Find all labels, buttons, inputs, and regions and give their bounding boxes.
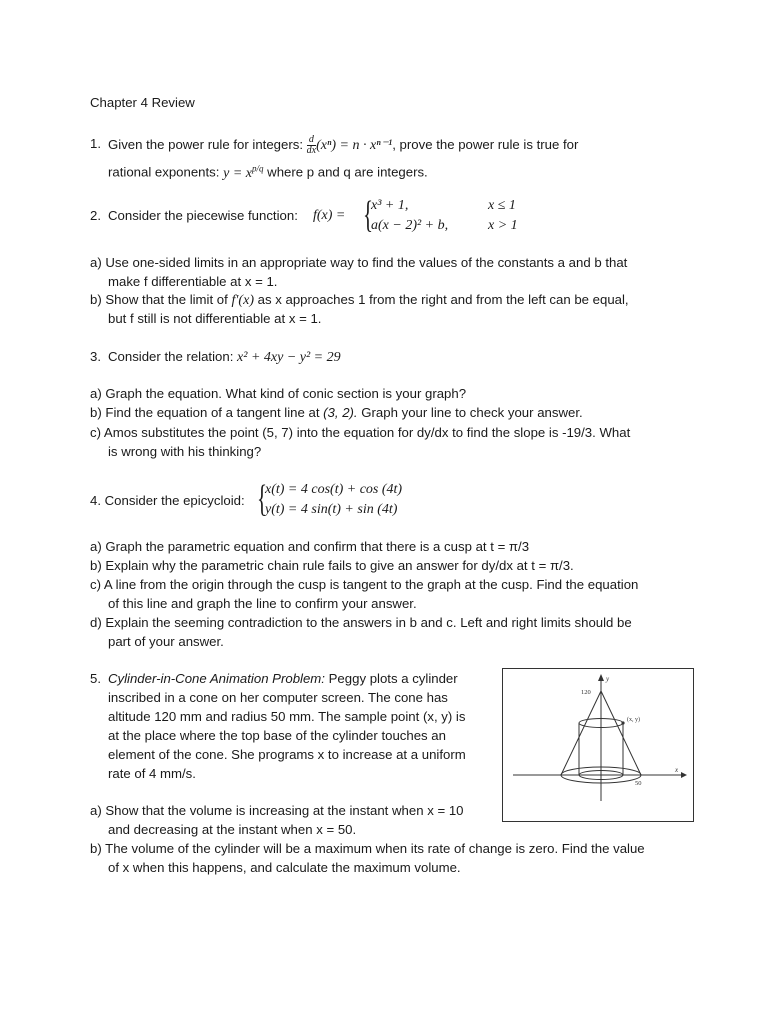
q4-x-equation: x(t) = 4 cos(t) + cos (4t) <box>265 482 403 497</box>
q3-part-c-line1: c) Amos substitutes the point (5, 7) into the equation for dy/dx to find the slope is -19/3. What <box>90 425 631 440</box>
q3-number: 3. <box>90 349 101 364</box>
q2-number: 2. <box>90 208 101 223</box>
y-tick-label: 120 <box>581 689 591 696</box>
q5-line4: at the place where the top base of the cylinder touches an <box>108 728 446 743</box>
q4-part-b: b) Explain why the parametric chain rule fails to give an answer for dy/dx at t = π/3. <box>90 558 574 573</box>
q3-point: (3, 2). <box>323 405 358 420</box>
q2-brace: { <box>363 194 374 236</box>
q1-line2-tail: where p and q are integers. <box>267 164 428 180</box>
y-axis-label: y <box>606 675 610 683</box>
q5-line2: inscribed in a cone on her computer screen. The cone has <box>108 690 448 705</box>
q2-cond2: x > 1 <box>488 218 518 233</box>
q2-cond1: x ≤ 1 <box>488 198 516 213</box>
q4-intro-text: 4. Consider the epicycloid: <box>90 493 245 508</box>
q2-part-b-line1: b) Show that the limit of f′(x) as x approaches 1 from the right and from the left can be equal, <box>90 292 629 308</box>
q2-fx: f(x) = <box>313 208 346 223</box>
q5-number: 5. <box>90 671 101 686</box>
cone-left-edge <box>561 691 601 775</box>
q1-rational-eq: $y = x^{p/q}$ <box>223 163 264 181</box>
q1-number: 1. <box>90 136 101 151</box>
y-axis-arrow <box>598 674 604 681</box>
q1-power-rule: (xⁿ) = n · xⁿ⁻¹ <box>316 137 393 153</box>
q1-line2 <box>108 159 428 183</box>
x-axis-label: x <box>675 766 679 774</box>
q5-part-a-line2: and decreasing at the instant when x = 50. <box>108 822 357 837</box>
q1-derivative-fraction: $\frac{d}{dx}$ <box>306 134 317 156</box>
cylinder-cone-figure <box>502 668 694 822</box>
q5-line3: altitude 120 mm and radius 50 mm. The sample point (x, y) is <box>108 709 466 724</box>
q4-part-c-line1: c) A line from the origin through the cusp is tangent to the graph at the cusp. Find the equation <box>90 577 639 592</box>
q4-part-c-line2: of this line and graph the line to confirm your answer. <box>108 596 417 611</box>
q2-case1: x³ + 1, <box>371 198 409 213</box>
sample-point <box>621 721 624 724</box>
page-title: Chapter 4 Review <box>90 95 195 110</box>
sample-point-label: (x, y) <box>627 717 640 723</box>
q4-part-d-line2: part of your answer. <box>108 634 224 649</box>
q5-title: Cylinder-in-Cone Animation Problem: <box>108 671 325 686</box>
q2-case2: a(x − 2)² + b, <box>371 218 449 233</box>
q2-part-b-line2: but f still is not differentiable at x = 1. <box>108 311 322 326</box>
q3-intro-text: Consider the relation: <box>108 349 234 364</box>
q3-part-a: a) Graph the equation. What kind of conic section is your graph? <box>90 386 467 401</box>
q4-y-equation: y(t) = 4 sin(t) + sin (4t) <box>265 502 398 517</box>
q5-line5: element of the cone. She programs x to increase at a uniform <box>108 747 466 762</box>
cone-right-edge <box>601 691 641 775</box>
q3-part-b: b) Find the equation of a tangent line at (3, 2). Graph your line to check your answer. <box>90 405 583 420</box>
x-tick-label: 50 <box>635 780 642 787</box>
x-axis-arrow <box>681 772 687 778</box>
q1-line2-text: rational exponents: <box>108 164 220 180</box>
q4-part-d-line1: d) Explain the seeming contradiction to the answers in b and c. Left and right limits should be <box>90 615 632 630</box>
q5-line1: Cylinder-in-Cone Animation Problem: Peggy plots a cylinder <box>108 671 458 686</box>
q5-line6: rate of 4 mm/s. <box>108 766 196 781</box>
q5-part-b-line2: of x when this happens, and calculate the maximum volume. <box>108 860 461 875</box>
q3-line <box>108 348 341 367</box>
q1-line1 <box>108 135 578 156</box>
q5-part-b-line1: b) The volume of the cylinder will be a maximum when its rate of change is zero. Find the value <box>90 841 645 856</box>
q5-part-a-line1: a) Show that the volume is increasing at the instant when x = 10 <box>90 803 464 818</box>
q2-part-a-line2: make f differentiable at x = 1. <box>108 274 278 289</box>
q4-part-a: a) Graph the parametric equation and confirm that there is a cusp at t = π/3 <box>90 539 530 554</box>
q2-part-a-line1: a) Use one-sided limits in an appropriate way to find the values of the constants a and b that <box>90 255 628 270</box>
q1-line1-tail: , prove the power rule is true for <box>392 136 579 152</box>
q2-intro-text: Consider the piecewise function: <box>108 208 298 223</box>
q1-intro-text: Given the power rule for integers: <box>108 136 303 152</box>
q2-fprime: f′(x) <box>231 293 254 308</box>
cylinder-cone-diagram <box>503 669 693 821</box>
q3-equation: x² + 4xy − y² = 29 <box>237 350 341 365</box>
q4-brace: { <box>257 478 268 520</box>
q3-part-c-line2: is wrong with his thinking? <box>108 444 262 459</box>
